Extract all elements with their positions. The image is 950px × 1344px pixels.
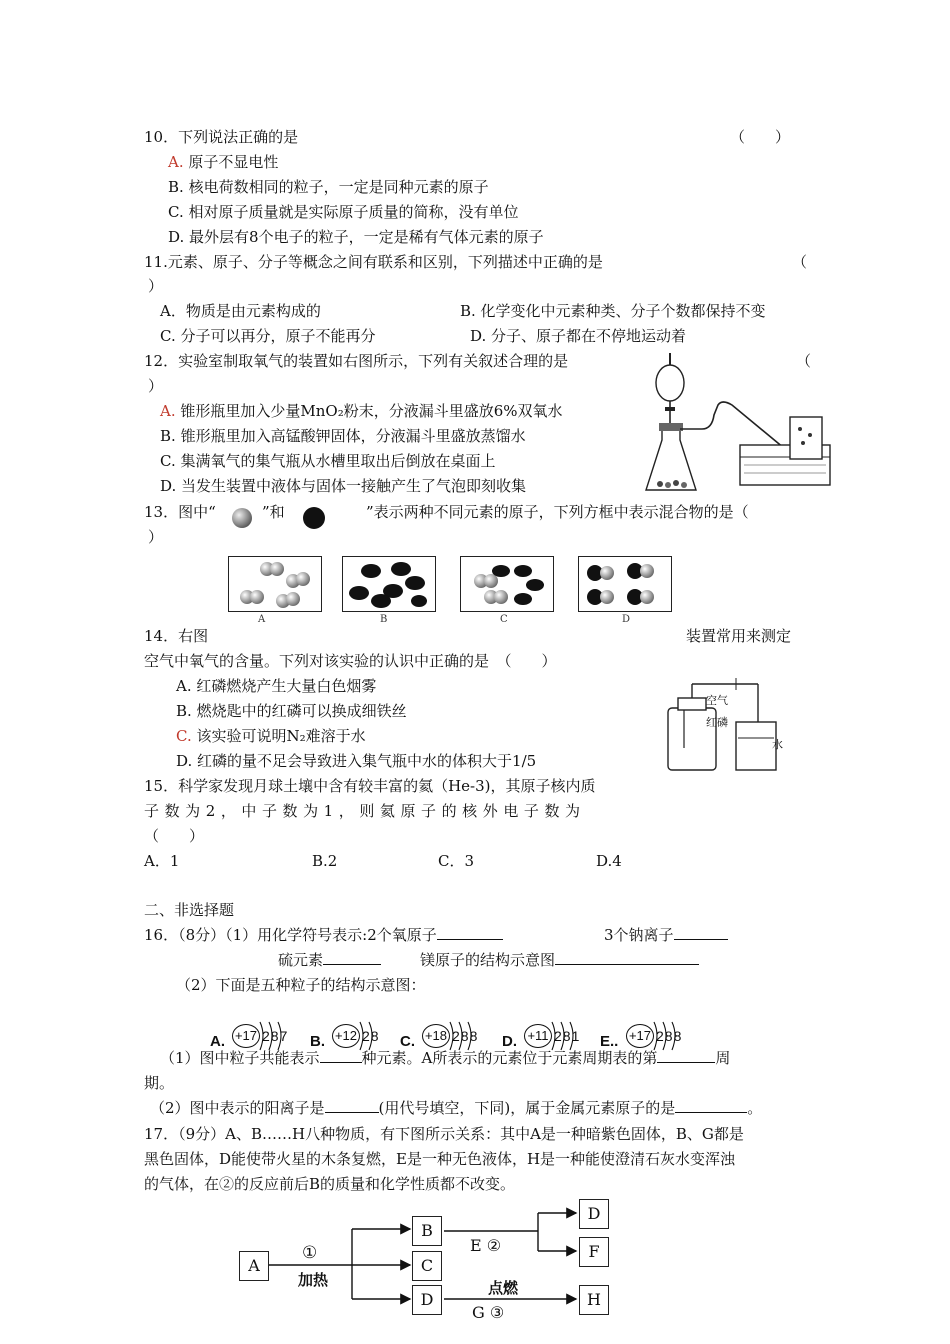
q14-option-a: A. 红磷燃烧产生大量白色烟雾 — [176, 677, 377, 695]
q10-option-c: C. 相对原子质量就是实际原子质量的简称，没有单位 — [168, 203, 519, 221]
particle-electron-shells: 287 — [262, 1028, 289, 1044]
q16-line1: 16．（8分）（1）用化学符号表示:2个氧原子 — [144, 925, 503, 945]
q13-paren-close: ） — [148, 528, 164, 546]
q14-option-c: C. 该实验可说明N₂难溶于水 — [176, 727, 366, 745]
q16-line6: （2）图中表示的阳离子是 (用代号填空，下同)，属于金属元素原子的是 。 — [150, 1099, 763, 1117]
q10-option-b: B. 核电荷数相同的粒子，一定是同种元素的原子 — [168, 178, 489, 196]
q13-stem-part2: ”和 — [262, 503, 285, 521]
q14-fig-label-air: 空气 — [706, 694, 728, 707]
flow-box-h: H — [579, 1285, 609, 1315]
q12-option-a: A. 锥形瓶里加入少量MnO₂粉末，分液漏斗里盛放6%双氧水 — [160, 402, 563, 420]
q15-option-c: C．3 — [438, 852, 475, 870]
flow-box-d: D — [412, 1285, 442, 1315]
particle-label: C. — [400, 1033, 415, 1050]
particle-label: B. — [310, 1033, 325, 1050]
q12-paren-open: （ — [796, 352, 812, 370]
q12-option-c: C. 集满氧气的集气瓶从水槽里取出后倒放在桌面上 — [160, 452, 496, 470]
flow-label-heat: 加热 — [298, 1271, 329, 1289]
q15-option-d: D.4 — [596, 852, 622, 870]
q10-option-d: D. 最外层有8个电子的粒子，一定是稀有气体元素的原子 — [168, 228, 544, 246]
q15-option-b: B.2 — [312, 852, 338, 870]
q11-paren-open: （ — [792, 253, 808, 271]
particle-electron-shells: 28 — [362, 1028, 380, 1044]
q12-paren-close: ） — [148, 377, 164, 395]
q14-stem-part3: 空气中氧气的含量。下列对该实验的认识中正确的是 （ ） — [144, 652, 557, 670]
q12-option-b: B. 锥形瓶里加入高锰酸钾固体，分液漏斗里盛放蒸馏水 — [160, 427, 526, 445]
q14-option-b: B. 燃烧匙中的红磷可以换成细铁丝 — [176, 702, 407, 720]
flow-box-f: F — [579, 1237, 609, 1267]
particle-nucleus: +17 — [626, 1024, 654, 1048]
q17-line2: 黑色固体，D能使带火星的木条复燃，E是一种无色液体，H是一种能使澄清石灰水变浑浊 — [144, 1150, 736, 1168]
flow-box-d-oxygen: D — [579, 1199, 609, 1229]
particle-nucleus: +18 — [422, 1024, 450, 1048]
flow-label-g-reaction-3: G ③ — [472, 1303, 505, 1322]
q11-option-a: A．物质是由元素构成的 — [160, 302, 321, 320]
particle-label: A. — [210, 1033, 225, 1050]
q13-stem-part3: ”表示两种不同元素的原子，下列方框中表示混合物的是（ — [366, 503, 749, 521]
q10-stem: 10．下列说法正确的是 — [144, 128, 299, 146]
q14-option-d: D. 红磷的量不足会导致进入集气瓶中水的体积大于1/5 — [176, 752, 537, 770]
q11-stem: 11.元素、原子、分子等概念之间有联系和区别，下列描述中正确的是 — [144, 253, 603, 271]
q14-fig-label-water: 水 — [772, 738, 783, 751]
q17-line3: 的气体，在②的反应前后B的质量和化学性质都不改变。 — [144, 1175, 516, 1193]
q12-option-d: D. 当发生装置中液体与固体一接触产生了气泡即刻收集 — [160, 477, 527, 495]
q12-stem: 12．实验室制取氧气的装置如右图所示，下列有关叙述合理的是 — [144, 352, 569, 370]
section-2-heading: 二、非选择题 — [144, 901, 235, 919]
q17-line1: 17．（9分）A、B……H八种物质，有下图所示关系：其中A是一种暗紫色固体，B、G都是 — [144, 1125, 744, 1143]
q11-option-d: D. 分子、原子都在不停地运动着 — [470, 327, 687, 345]
q13-label-b: B — [380, 614, 388, 625]
q15-line3: （ ） — [144, 827, 205, 845]
flow-label-reaction-1: ① — [302, 1243, 318, 1263]
particle-label: D. — [502, 1033, 517, 1050]
q13-label-c: C — [500, 614, 508, 625]
q15-option-a: A．1 — [144, 852, 180, 870]
q13-label-d: D — [622, 614, 631, 625]
q16-line1b: 3个钠离子 — [604, 925, 728, 945]
flow-label-ignite: 点燃 — [488, 1279, 519, 1297]
particle-electron-shells: 288 — [656, 1028, 683, 1044]
q15-line2: 子 数 为 2 ， 中 子 数 为 1 ， 则 氦 原 子 的 核 外 电 子 数 为 — [144, 802, 581, 820]
particle-electron-shells: 281 — [554, 1028, 581, 1044]
q13-label-a: A — [258, 614, 266, 625]
q11-option-b: B. 化学变化中元素种类、分子个数都保持不变 — [460, 302, 766, 320]
flow-box-a: A — [239, 1251, 269, 1281]
q14-stem-part1: 14．右图 — [144, 627, 209, 645]
q11-paren-close: ） — [148, 277, 164, 295]
q14-fig-label-red-phosphorus: 红磷 — [706, 716, 728, 729]
flow-box-c: C — [412, 1251, 442, 1281]
q16-line4: （1）图中粒子共能表示 种元素。A所表示的元素位于元素周期表的第 周 — [160, 1049, 731, 1067]
q10-option-a: A. 原子不显电性 — [168, 153, 279, 171]
particle-label: E.. — [600, 1033, 619, 1050]
q14-stem-part2: 装置常用来测定 — [686, 627, 792, 645]
q16-line2a: 硫元素 — [278, 950, 381, 970]
q11-option-c: C. 分子可以再分，原子不能再分 — [160, 327, 376, 345]
particle-electron-shells: 288 — [452, 1028, 479, 1044]
q16-line2b: 镁原子的结构示意图 — [420, 950, 699, 970]
q10-answer-paren: （ ） — [730, 128, 791, 146]
q16-line5: 期。 — [144, 1074, 175, 1092]
q16-line3: （2）下面是五种粒子的结构示意图： — [176, 976, 426, 994]
q15-line1: 15．科学家发现月球土壤中含有较丰富的氦（He-3)，其原子核内质 — [144, 777, 596, 795]
flow-box-b: B — [412, 1216, 442, 1246]
particle-nucleus: +17 — [232, 1024, 260, 1048]
q13-stem-part1: 13．图中“ — [144, 503, 216, 521]
particle-nucleus: +12 — [332, 1024, 360, 1048]
flow-label-e-reaction-2: E ② — [470, 1236, 502, 1255]
particle-nucleus: +11 — [524, 1024, 552, 1048]
